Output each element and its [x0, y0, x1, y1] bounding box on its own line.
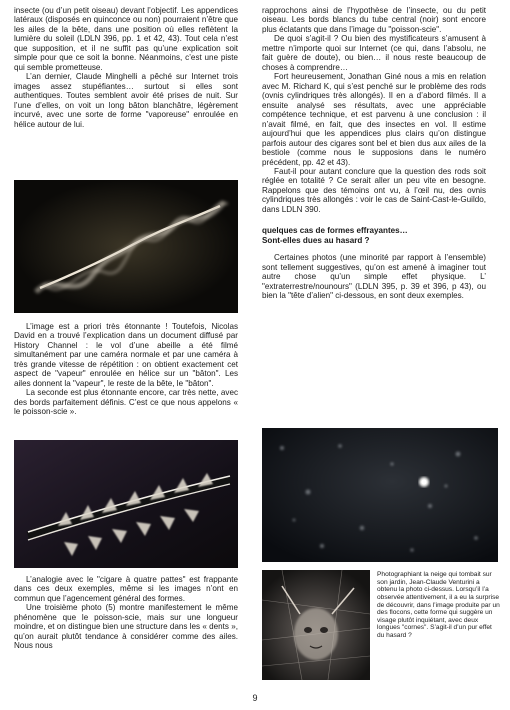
paragraph: La seconde est plus étonnante encore, car très nette, avec des bords parfaitement définis. C’est ce que nous appelons « le poisson-scie ». [14, 388, 238, 417]
paragraph: Faut-il pour autant conclure que la question des rods soit réglée en totalité ? Ce serait aller un peu vite en besogne. Rappelons que des témoins ont vu, à l’œil nu, des ovnis cylindriques très allongés : voir le cas de Saint-Cast-le-Guildo, dans LDLN 390. [262, 166, 486, 214]
paragraph: L’an dernier, Claude Minghelli a pêché sur Internet trois images assez stupéfiantes… surtout si elles sont authentiques. Toutes semblent avoir été prises de nuit. Sur l’une d’elles, on voit un long bâton blanchâtre, légèrement incurvé, avec une sorte de forme "vaporeuse" enroulée en hélice autour de lui. [14, 72, 238, 129]
section-heading-line1: quelques cas de formes effrayantes… [262, 226, 408, 236]
right-column-top [262, 6, 486, 301]
alien-head-photo [262, 570, 370, 680]
paragraph: Une troisième photo (5) montre manifestement le même phénomène que le poisson-scie, mais sur une longueur moindre, et on distingue bien une structure dans les « dents », qu’on aurait plutôt tendance à considérer comme des ailes. Nous nous [14, 603, 238, 651]
page-number: 9 [252, 693, 258, 703]
section-heading-line2: Sont-elles dues au hasard ? [262, 235, 370, 245]
sawfish-photo [14, 440, 238, 568]
snowfall-photo [262, 428, 498, 562]
paragraph: L’image est a priori très étonnante ! Toutefois, Nicolas David en a trouvé l’explication dans un document diffusé par History Channel : le vol d’une abeille a été filmé simultanément par une caméra normale et par une caméra à très grande vitesse de répétition : on obtient exactement cet aspect de "vapeur" enroulée en hélice sur un "bâton". Les ailes donnent la "vapeur", le reste de la bête, le "bâton". [14, 322, 238, 388]
photo-caption: Photographiant la neige qui tombait sur son jardin, Jean-Claude Venturini a obtenu la photo ci-dessus. Lorsqu’il l’a observée attentivement, il a eu la surprise de découvrir, dans l’image produite par un des flocons, cette forme qui suggère un visage plutôt inquiétant, avec deux longues "cornes". S’agit-il d’un pur effet du hasard ? [377, 571, 500, 640]
left-column-bottom [14, 575, 238, 651]
paragraph: Fort heureusement, Jonathan Giné nous a mis en relation avec M. Richard K, qui s’est penché sur le problème des rods (ovnis cylindriques très allongés). Il en a d’abord filmés. Il a ensuite analysé ses résultats, avec une appréciable compétence technique, et est parvenu à une conclusion : il n’avait filmé, en fait, que des insectes en vol. Il estime aujourd’hui que les appendices plus clairs qu’on distingue parfois autour des cigares sont bel et bien dus aux ailes de la bestiole (comme nous le supposions dans le numéro précédent, pp. 42 et 43). [262, 72, 486, 167]
paragraph: insecte (ou d’un petit oiseau) devant l’objectif. Les appendices latéraux (disposés en quinconce ou non) pourraient n’être que les ailes de la bête, dans une position où elles reflètent la lumière du soleil (LDLN 396, pp. 1 et 42, 43). Tout cela n’est que supposition, et il ne suffit pas qu’une explication soit simple pour que ce soit la bonne. Néanmoins, c’est une piste qui semble prometteuse. [14, 6, 238, 72]
left-column-middle [14, 322, 238, 417]
helix-rod-photo [14, 180, 238, 313]
paragraph: L’analogie avec le "cigare à quatre pattes" est frappante dans ces deux exemples, même si les images n’ont en commun que l’agencement général des formes. [14, 575, 238, 603]
paragraph: rapprochons ainsi de l’hypothèse de l’insecte, ou du petit oiseau. Les bords blancs du tube central (noir) sont encore plus éclatants que dans l’image du "poisson-scie". [262, 6, 486, 34]
left-column-top [14, 6, 238, 129]
paragraph: De quoi s’agit-il ? Ou bien des mystificateurs s’amusent à mettre n’importe quoi sur Internet (ce qui, dans l’absolu, ne fait guère de doute), ou bien… il nous reste beaucoup de choses à comprendre… [262, 34, 486, 72]
section-heading [262, 226, 486, 245]
paragraph: Certaines photos (une minorité par rapport à l’ensemble) sont tellement suggestives, qu’on est amené à imaginer tout autre chose qu’un simple effet physique. L’ "extraterrestre/nounours" (LDLN 395, p. 39 et 396, p 43), ou bien la "tête d’alien" ci-dessous, en sont deux exemples. [262, 253, 486, 301]
